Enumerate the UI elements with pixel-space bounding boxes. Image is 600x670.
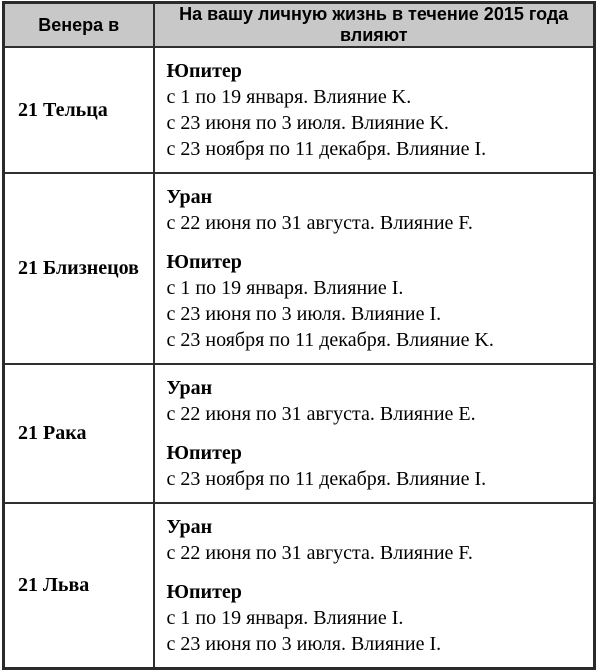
table-body (4, 47, 595, 669)
planet-name: Уран (166, 377, 213, 399)
influence-block (167, 184, 588, 236)
planet-name: Юпитер (166, 442, 242, 464)
influences-cell (154, 173, 595, 364)
header-row (4, 3, 595, 48)
venus-influences-table (2, 1, 596, 670)
influences-cell (154, 503, 595, 669)
table-row (4, 503, 595, 669)
influence-line: с 23 ноября по 11 декабря. Влияние I. (166, 468, 487, 490)
planet-name: Юпитер (166, 251, 242, 273)
sign-cell (4, 47, 154, 173)
influence-line: с 23 июня по 3 июля. Влияние I. (166, 303, 442, 325)
table-row (4, 173, 595, 364)
influence-block (167, 375, 588, 427)
sign-cell (4, 173, 154, 364)
influence-line: с 23 ноября по 11 декабря. Влияние I. (166, 138, 487, 160)
sign-label: 21 Тельца (18, 98, 108, 121)
influence-block (167, 440, 588, 492)
planet-name: Уран (166, 516, 213, 538)
sign-label: 21 Близнецов (18, 257, 139, 279)
influence-line: с 1 по 19 января. Влияние I. (166, 277, 404, 299)
influence-block (167, 58, 588, 162)
influences-cell (154, 47, 595, 173)
influence-block (167, 249, 588, 353)
influence-line: с 22 июня по 31 августа. Влияние F. (166, 212, 473, 234)
sign-label: 21 Льва (18, 574, 90, 596)
planet-name: Юпитер (166, 60, 242, 82)
sign-label: 21 Рака (18, 422, 87, 444)
influence-line: с 23 июня по 3 июля. Влияние I. (166, 633, 442, 655)
influence-line: с 1 по 19 января. Влияние K. (166, 86, 412, 108)
influences-cell (154, 364, 595, 503)
planet-name: Юпитер (166, 581, 242, 603)
influence-line: с 22 июня по 31 августа. Влияние F. (166, 542, 473, 564)
header-influences: На вашу личную жизнь в течение 2015 года влияют (154, 3, 595, 48)
influence-block (167, 514, 588, 566)
influence-line: с 1 по 19 января. Влияние I. (166, 607, 404, 629)
planet-name: Уран (166, 186, 213, 208)
table-row (4, 364, 595, 503)
sign-cell (4, 364, 154, 503)
sign-cell (4, 503, 154, 669)
header-venus-in: Венера в (4, 3, 154, 48)
influence-line: с 22 июня по 31 августа. Влияние E. (166, 403, 476, 425)
influence-line: с 23 июня по 3 июля. Влияние K. (166, 112, 449, 134)
table-row (4, 47, 595, 173)
table-header (4, 3, 595, 48)
influence-line: с 23 ноября по 11 декабря. Влияние K. (166, 329, 494, 351)
influence-block (167, 579, 588, 657)
